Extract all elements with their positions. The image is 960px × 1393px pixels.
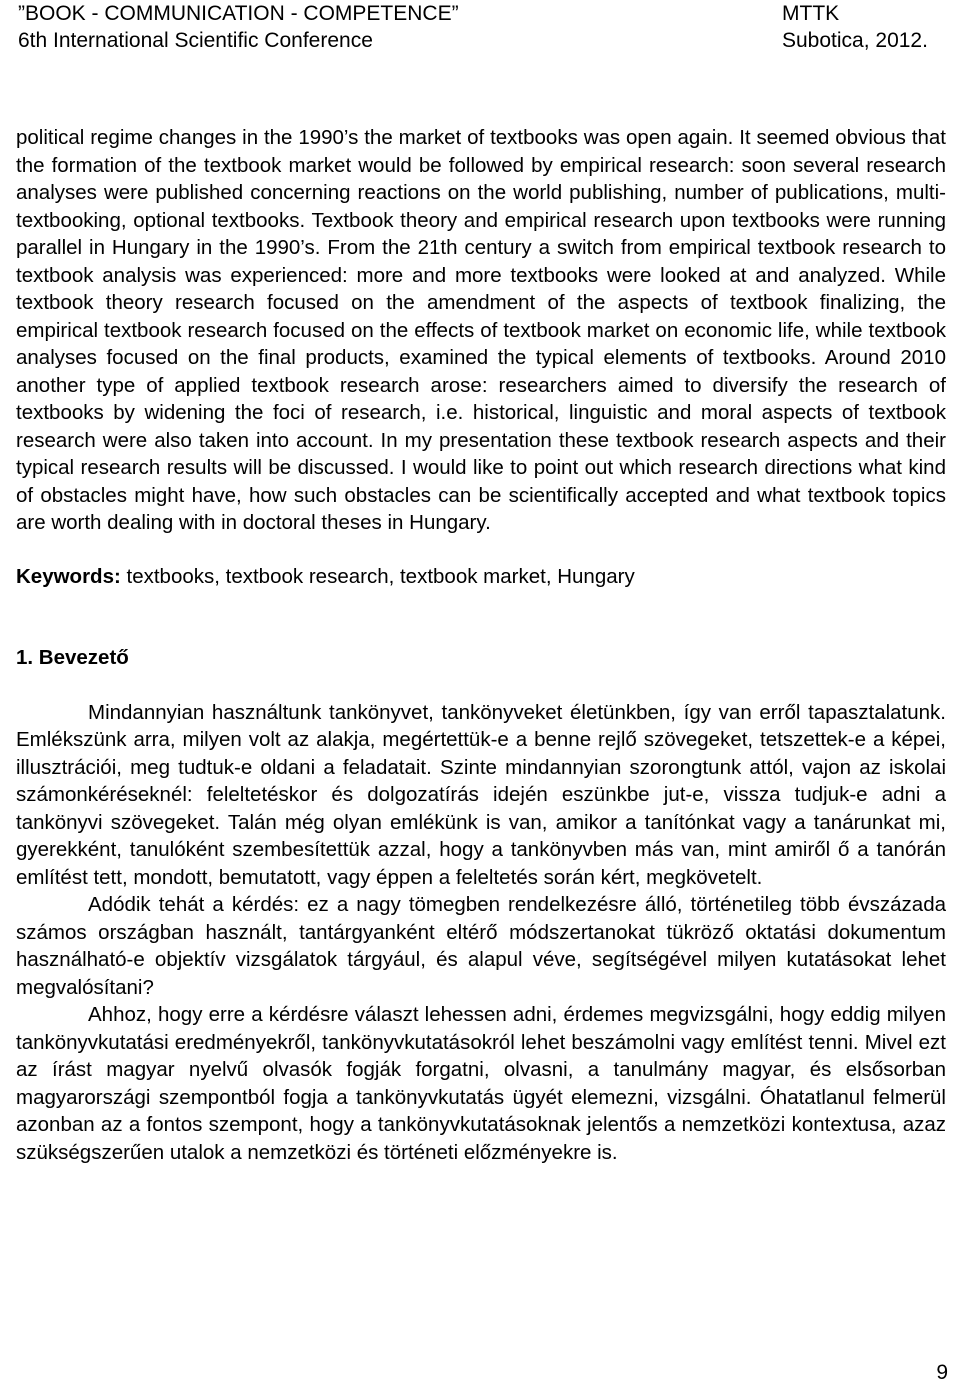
keywords-value: textbooks, textbook research, textbook market, Hungary [120,564,635,588]
section-paragraph: Ahhoz, hogy erre a kérdésre választ lehessen adni, érdemes megvizsgálni, hogy eddig milyen tankönyvkutatási eredményekről, tankönyvkutatásokról lehet beszámolni vagy említést tenni. Mivel ezt az írást magyar nyelvű olvasók fogják forgatni, olvasni, a tanulmány magyar, és elsősorban magyarországi szempontból fogja a tankönyvkutatás ügyét elemezni, vizsgálni. Óhatatlanul felmerül azonban az a fontos szempont, hogy a tankönyvkutatásoknak jelentős a nemzetközi kontextusa, azaz szükségszerűen utalok a nemzetközi és történeti előzményekre is. [16,1003,946,1164]
page-header [18,0,942,54]
header-row-1 [18,0,942,27]
keywords-label: Keywords: [16,564,121,588]
section-body [16,699,946,1167]
keywords-line [16,563,946,591]
page-body [16,124,946,1166]
location-year: Subotica, 2012. [782,29,928,52]
section-paragraph: Mindannyian használtunk tankönyvet, tankönyveket életünkben, így van erről tapasztalatunk. Emlékszünk arra, milyen volt az alakja, megértettük-e a benne rejlő szövegeket, tetszettek-e a képei, illusztrációi, meg tudtuk-e oldani a feladatait. Szinte mindannyian szorongtunk attól, vajon az iskolai számonkéréseknél: feleltetéskor és dolgozatírás idején eszünkbe jut-e, vissza tudjuk-e adni a tankönyvi szövegeket. Talán még olyan emlékünk is van, amikor a tanítónkat vagy a tanárunkat mi, gyerekként, tanulóként szembesítettük azzal, hogy a tankönyvben más van, mint amiről ő a tanórán említést tett, mondott, bemutatott, vagy éppen a feleltetés során kért, megkövetelt. [16,700,946,889]
conference-title: ”BOOK - COMMUNICATION - COMPETENCE” [18,2,459,25]
section-paragraph: Adódik tehát a kérdés: ez a nagy tömegben rendelkezésre álló, történetileg több évszázada számos országban használt, tantárgyanként eltérő módszertanokat tükröző oktatási dokumentum használható-e objektív vizsgálatok tárgyául, és alapul véve, segítségével milyen kutatásokat lehet megvalósítani? [16,893,946,999]
page-number: 9 [936,1361,948,1384]
header-row-2 [18,27,942,54]
organizer: MTTK [782,2,840,25]
section-heading: 1. Bevezető [16,646,129,669]
conference-subtitle: 6th International Scientific Conference [18,29,373,52]
abstract-text: political regime changes in the 1990’s the market of textbooks was open again. It seemed obvious that the formation of the textbook market would be followed by empirical research: soon several research analyses were published concerning reactions on the world publishing, number of publications, multi-textbooking, optional textbooks. Textbook theory and empirical research upon textbooks were running parallel in Hungary in the 1990’s. From the 21th century a switch from empirical textbook research to textbook analysis was experienced: more and more textbooks were looked at and analyzed. While textbook theory research focused on the amendment of the aspects of textbook finalizing, the empirical textbook research focused on the effects of textbook market on economic life, while textbook analyses focused on the final products, examined the typical elements of textbooks. Around 2010 another type of applied textbook research arose: researchers aimed to diversify the research of textbooks by widening the foci of research, i.e. historical, linguistic and moral aspects of textbook research were also taken into account. In my presentation these textbook research aspects and their typical research results will be discussed. I would like to point out which research directions what kind of obstacles might have, how such obstacles can be scientifically accepted and what textbook topics are worth dealing with in doctoral theses in Hungary. [16,126,946,534]
